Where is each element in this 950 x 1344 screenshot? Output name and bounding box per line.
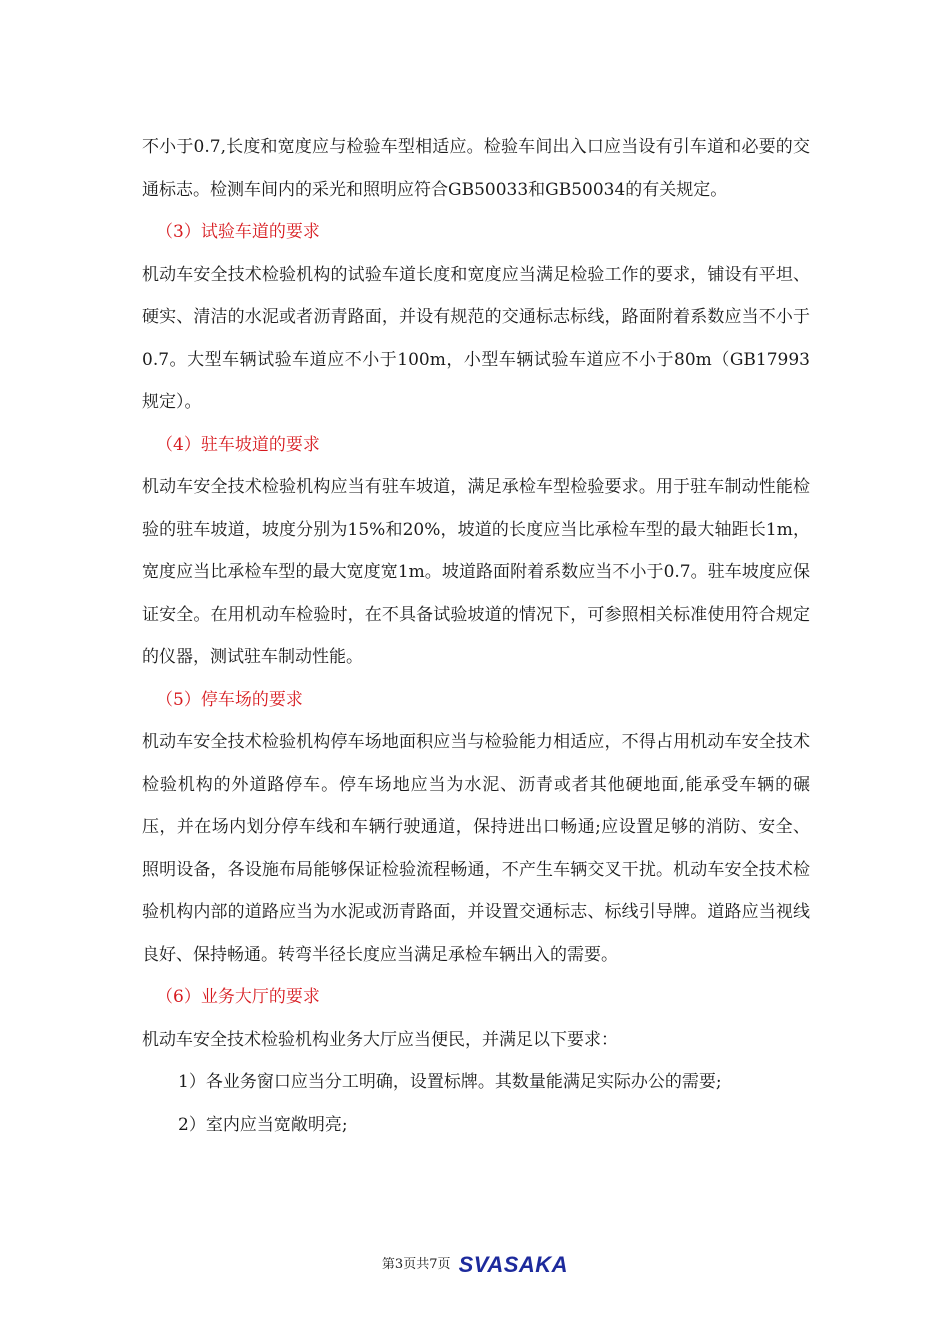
paragraph-service-hall: 机动车安全技术检验机构业务大厅应当便民，并满足以下要求： <box>142 1029 618 1050</box>
page-footer <box>0 1252 950 1279</box>
heading-parking-slope: （4）驻车坡道的要求 <box>156 434 320 455</box>
list-item: 1）各业务窗口应当分工明确，设置标牌。其数量能满足实际办公的需要; <box>178 1072 722 1092</box>
heading-service-hall: （6）业务大厅的要求 <box>156 987 320 1007</box>
paragraph-test-lane: 机动车安全技术检验机构的试验车道长度和宽度应当满足检验工作的要求，铺设有平坦、硬实、清洁的水泥或者沥青路面，并设有规范的交通标志标线，路面附着系数应当不小于0.7。大型车辆试验车道应不小于100m，小型车辆试验车道应不小于80m（GB17993规定）。 <box>142 264 810 412</box>
paragraph-parking-slope: 机动车安全技术检验机构应当有驻车坡道，满足承检车型检验要求。用于驻车制动性能检验的驻车坡道，坡度分别为15%和20%，坡道的长度应当比承检车型的最大轴距长1m，宽度应当比承检车型的最大宽度宽1m。坡道路面附着系数应当不小于0.7。驻车坡度应保证安全。在用机动车检验时，在不具备试验坡道的情况下，可参照相关标准使用符合规定的仪器，测试驻车制动性能。 <box>142 477 810 667</box>
document-body <box>142 126 810 1146</box>
list-item: 2）室内应当宽敞明亮; <box>178 1114 348 1135</box>
paragraph-inspection-workshop: 不小于0.7,长度和宽度应与检验车型相适应。检验车间出入口应当设有引车道和必要的交通标志。检测车间内的采光和照明应符合GB50033和GB50034的有关规定。 <box>142 137 810 200</box>
brand-logo: SVASAKA <box>458 1252 569 1277</box>
heading-test-lane: （3）试验车道的要求 <box>156 222 320 242</box>
paragraph-parking-lot: 机动车安全技术检验机构停车场地面积应当与检验能力相适应，不得占用机动车安全技术检验机构的外道路停车。停车场地应当为水泥、沥青或者其他硬地面,能承受车辆的碾压，并在场内划分停车线和车辆行驶通道，保持进出口畅通;应设置足够的消防、安全、照明设备，各设施布局能够保证检验流程畅通，不产生车辆交叉干扰。机动车安全技术检验机构内部的道路应当为水泥或沥青路面，并设置交通标志、标线引导牌。道路应当视线良好、保持畅通。转弯半径长度应当满足承检车辆出入的需要。 <box>142 732 810 965</box>
heading-parking-lot: （5）停车场的要求 <box>156 689 303 710</box>
page-number: 第3页共7页 <box>381 1257 451 1272</box>
